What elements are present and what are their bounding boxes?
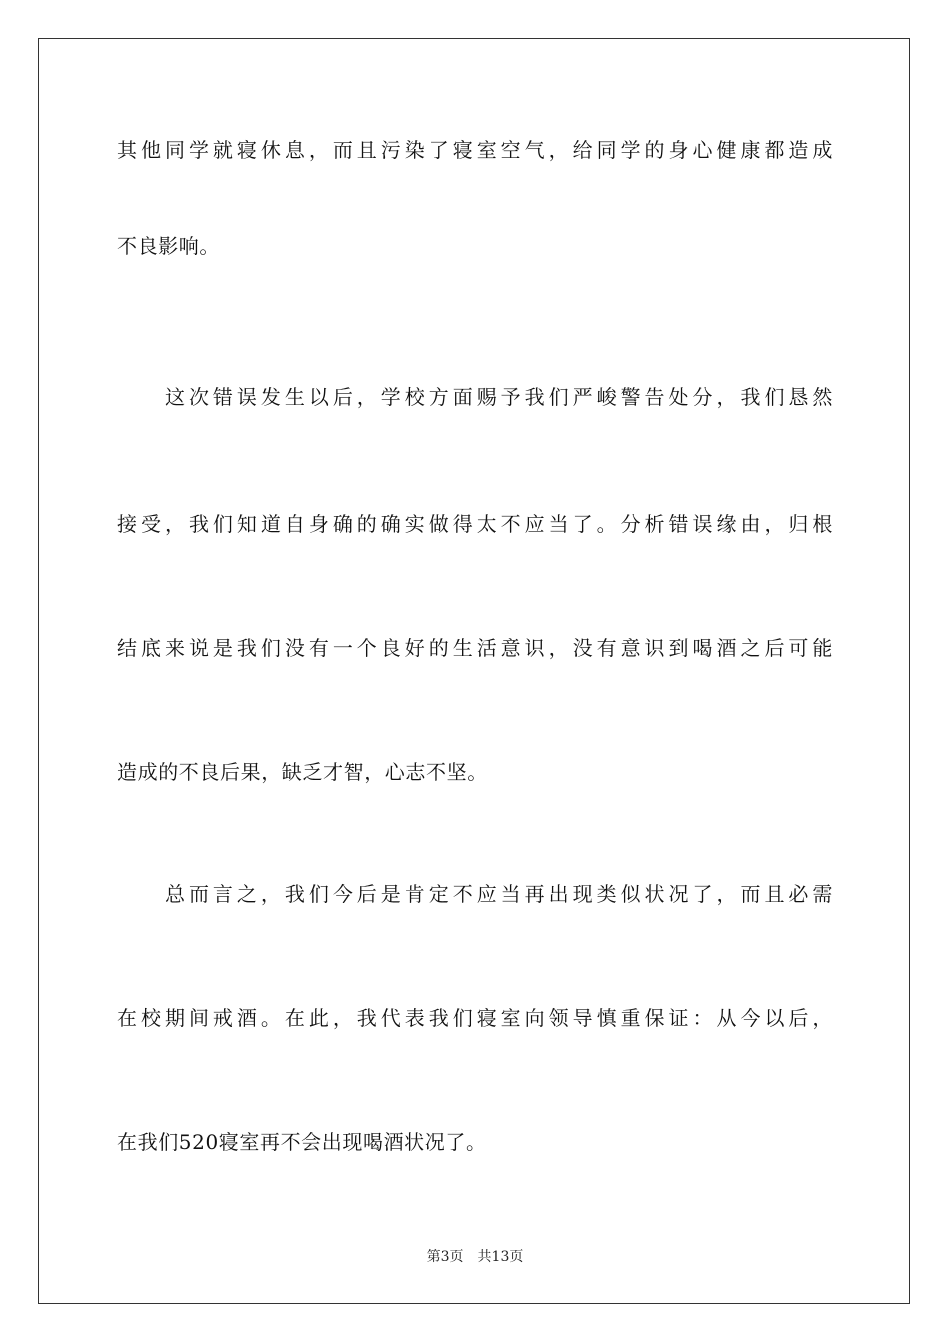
body-text-line: 其他同学就寝休息，而且污染了寝室空气，给同学的身心健康都造成 xyxy=(117,138,833,162)
page-footer xyxy=(0,1248,950,1266)
page-total: 共13页 xyxy=(477,1249,524,1265)
body-text-line: 结底来说是我们没有一个良好的生活意识，没有意识到喝酒之后可能 xyxy=(117,636,833,660)
body-text-line: 造成的不良后果，缺乏才智，心志不坚。 xyxy=(117,760,488,784)
body-text-line: 这次错误发生以后，学校方面赐予我们严峻警告处分，我们恳然 xyxy=(117,385,833,409)
body-text-line: 不良影响。 xyxy=(117,234,220,258)
page-number: 第3页 xyxy=(426,1249,464,1265)
page-frame xyxy=(38,38,910,1304)
body-text-line: 总而言之，我们今后是肯定不应当再出现类似状况了，而且必需 xyxy=(117,882,833,906)
body-text-line: 在我们520寝室再不会出现喝酒状况了。 xyxy=(117,1130,487,1154)
body-text-line: 在校期间戒酒。在此，我代表我们寝室向领导慎重保证：从今以后， xyxy=(117,1006,833,1030)
body-text-line: 接受，我们知道自身确的确实做得太不应当了。分析错误缘由，归根 xyxy=(117,512,833,536)
